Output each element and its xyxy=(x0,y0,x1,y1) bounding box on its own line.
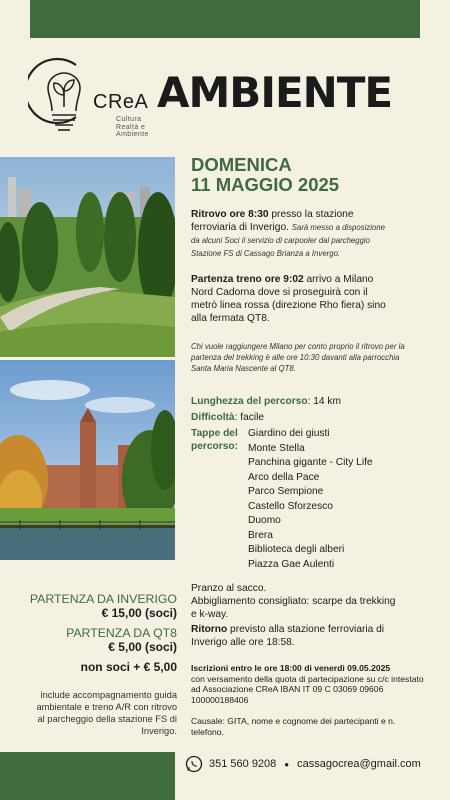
event-date: DOMENICA 11 MAGGIO 2025 xyxy=(191,154,340,195)
logo-name: CReA xyxy=(93,91,149,113)
route-difficulty: Difficoltà: facile xyxy=(191,412,265,423)
partenza-paragraph: Partenza treno ore 9:02 arrivo a Milano Nord Cadorna dove si proseguirà con il metrò linea rossa (direzione Rho fiera) sino alla fermata QT8. xyxy=(191,274,386,324)
price-qt8: PARTENZA DA QT8 € 5,00 (soci) xyxy=(66,626,177,654)
list-item: Biblioteca degli alberi xyxy=(248,544,345,555)
contact-bar xyxy=(185,753,421,775)
list-item: Piazza Gae Aulenti xyxy=(248,558,335,570)
price-non-soci: non soci + € 5,00 xyxy=(80,660,177,674)
list-item: Arco della Pace xyxy=(248,471,320,483)
list-item: Parco Sempione xyxy=(248,486,324,497)
crea-logo xyxy=(28,55,158,145)
phone-number[interactable]: 351 560 9208 xyxy=(209,758,277,770)
ritorno-paragraph: Ritorno previsto alla stazione ferroviaria di Inverigo alle ore 18:58. xyxy=(191,624,385,648)
top-green-bar xyxy=(30,0,420,38)
iscrizioni-block: Iscrizioni entro le ore 18:00 di venerdì 09.05.2025 con versamento della quota di partecipazione su c/c intestato ad Associazione CReA IBAN IT 09 C 03069 09606 100000188406 xyxy=(191,663,424,705)
list-item: Monte Stella xyxy=(248,442,305,454)
bottom-green-bar xyxy=(0,752,175,800)
list-item: Castello Sforzesco xyxy=(248,500,333,512)
stages-label: Tappe del percorso: xyxy=(191,428,238,452)
price-inverigo: PARTENZA DA INVERIGO € 15,00 (soci) xyxy=(29,592,177,620)
whatsapp-icon xyxy=(185,755,203,773)
ritrovo-paragraph: Ritrovo ore 8:30 presso la stazione ferroviaria di Inverigo. Sarà messo a disposizione da alcuni Soci il servizio di carpooler dal parcheggio Stazione FS di Cassago Brianza a Invergo. xyxy=(191,209,385,258)
causale-text: Causale: GITA, nome e cognome dei partecipanti e n. telefono. xyxy=(191,716,396,737)
park-photo xyxy=(0,157,175,357)
info-note: Chi vuole raggiungere Milano per conto proprio il ritrovo per la partenza del trekking è alle ore 10:30 davanti alla parrocchia Santa Maria Nascente al QT8. xyxy=(191,342,405,373)
abbigliamento-text: Abbigliamento consigliato: scarpe da trekking e k-way. xyxy=(191,596,396,620)
list-item: Duomo xyxy=(248,515,281,526)
list-item: Panchina gigante - City Life xyxy=(248,457,373,468)
price-includes: include accompagnamento guida ambientale e treno A/R con ritrovo al parcheggio della stazione FS di Inverigo. xyxy=(36,690,177,736)
route-length: Lunghezza del percorso: 14 km xyxy=(191,396,342,407)
page-title: AMBIENTE xyxy=(157,68,393,117)
list-item: Giardino dei giusti xyxy=(248,428,330,439)
logo-tagline: Cultura Realtà e Ambiente xyxy=(116,116,149,138)
email-link[interactable]: cassagocrea@gmail.com xyxy=(297,758,421,770)
list-item: Brera xyxy=(248,529,273,541)
pranzo-text: Pranzo al sacco. xyxy=(191,583,267,594)
castle-photo xyxy=(0,360,175,560)
stages-list xyxy=(248,427,373,572)
separator-dot: ● xyxy=(284,759,290,769)
